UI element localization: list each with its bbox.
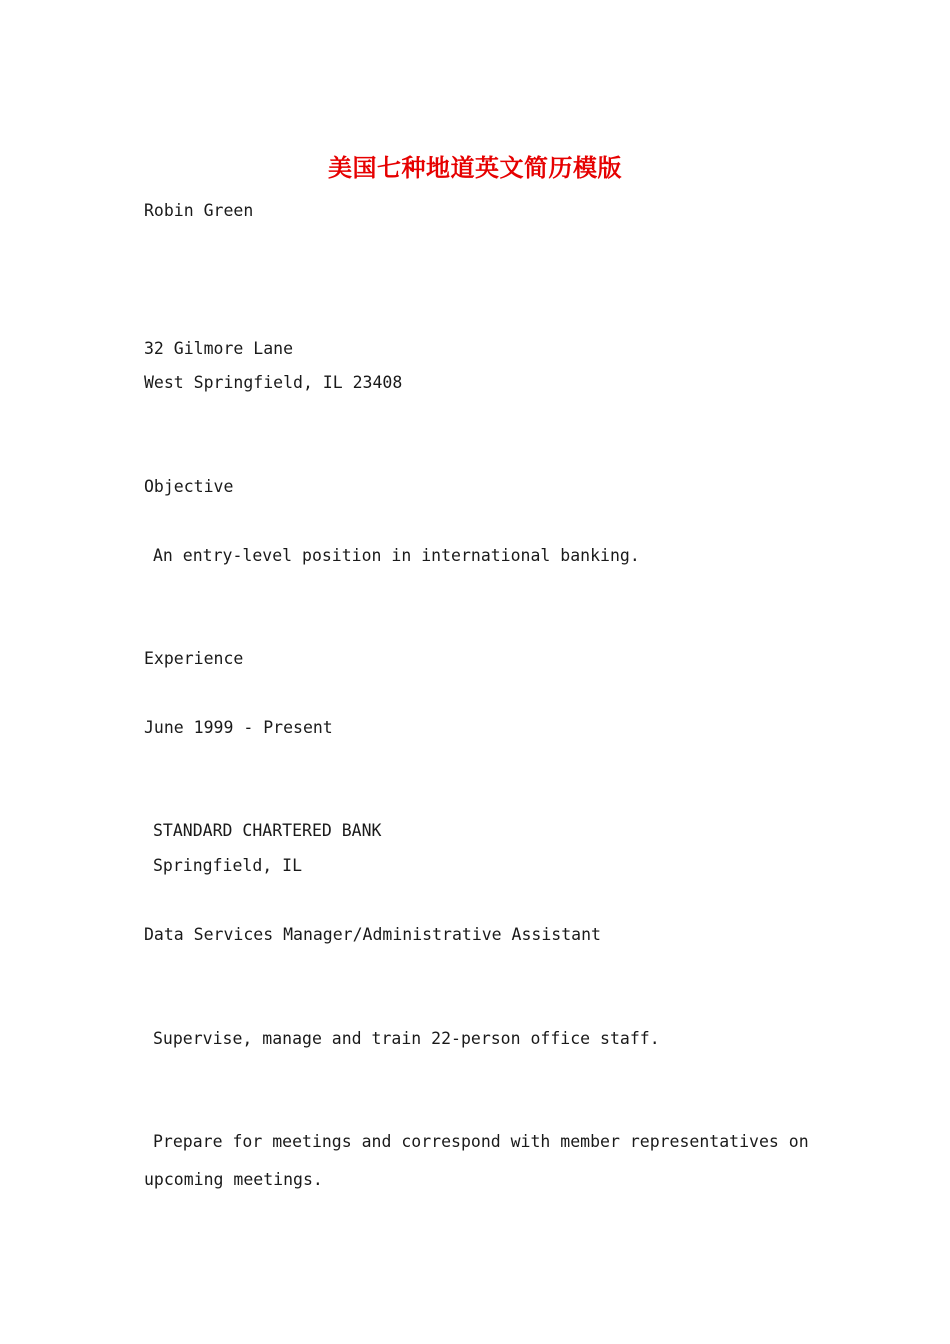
resume-name: Robin Green (144, 201, 254, 220)
address-line-1: 32 Gilmore Lane (144, 339, 294, 358)
employer-name: STANDARD CHARTERED BANK (153, 821, 382, 840)
duty-item-line-1: Prepare for meetings and correspond with member representatives on (153, 1132, 809, 1151)
address-line-2: West Springfield, IL 23408 (144, 373, 403, 392)
job-dates: June 1999 - Present (144, 718, 333, 737)
duty-item-line-2: upcoming meetings. (144, 1170, 323, 1189)
document-title: 美国七种地道英文简历模版 (328, 154, 622, 182)
objective-heading: Objective (144, 477, 234, 496)
job-title: Data Services Manager/Administrative Assistant (144, 925, 601, 944)
experience-heading: Experience (144, 649, 244, 668)
duty-item: Supervise, manage and train 22-person office staff. (153, 1029, 660, 1048)
employer-location: Springfield, IL (153, 856, 303, 875)
objective-text: An entry-level position in international banking. (153, 546, 640, 565)
